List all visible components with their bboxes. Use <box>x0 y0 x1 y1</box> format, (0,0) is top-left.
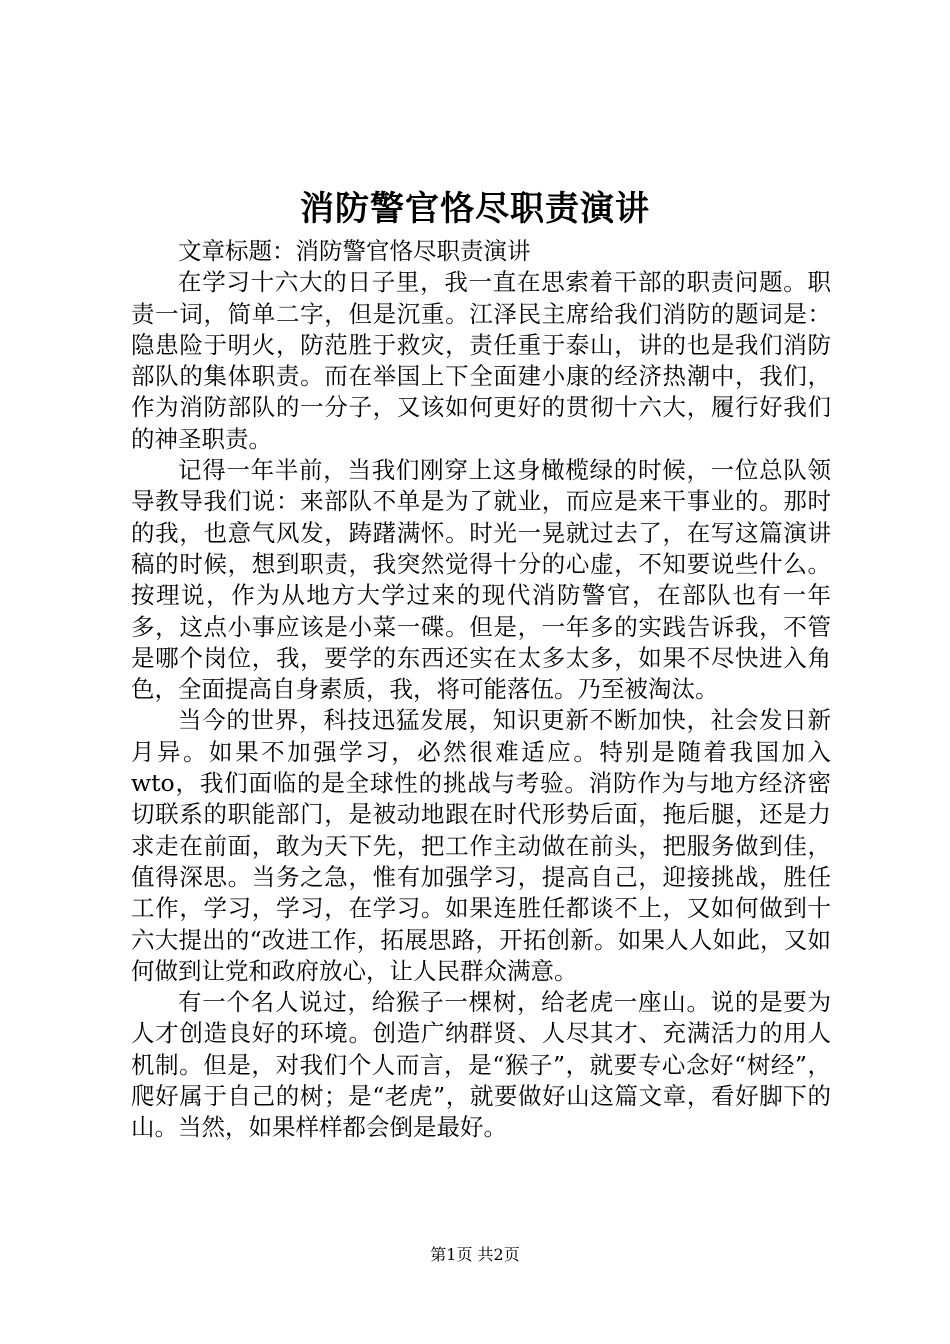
paragraph: 记得一年半前，当我们刚穿上这身橄榄绿的时候，一位总队领导教导我们说：来部队不单是为了就业，而应是来干事业的。那时的我，也意气风发，踌躇满怀。时光一晃就过去了，在写这篇演讲稿的时候，想到职责，我突然觉得十分的心虚，不知要说些什么。按理说，作为从地方大学过来的现代消防警官，在部队也有一年多，这点小事应该是小菜一碟。但是，一年多的实践告诉我，不管是哪个岗位，我，要学的东西还实在太多太多，如果不尽快进入角色，全面提高自身素质，我，将可能落伍。乃至被淘汰。 <box>131 456 831 704</box>
paragraph: 有一个名人说过，给猴子一棵树，给老虎一座山。说的是要为人才创造良好的环境。创造广纳群贤、人尽其才、充满活力的用人机制。但是，对我们个人而言，是“猴子”，就要专心念好“树经”，爬好属于自己的树；是“老虎”，就要做好山这篇文章，看好脚下的山。当然，如果样样都会倒是最好。 <box>131 988 831 1142</box>
paragraph: 当今的世界，科技迅猛发展，知识更新不断加快，社会发日新月异。如果不加强学习，必然很难适应。特别是随着我国加入wto，我们面临的是全球性的挑战与考验。消防作为与地方经济密切联系的职能部门，是被动地跟在时代形势后面，拖后腿，还是力求走在前面，敢为天下先，把工作主动做在前头，把服务做到佳，值得深思。当务之急，惟有加强学习，提高自己，迎接挑战，胜任工作，学习，学习，在学习。如果连胜任都谈不上，又如何做到十六大提出的“改进工作，拓展思路，开拓创新。如果人人如此，又如何做到让党和政府放心，让人民群众满意。 <box>131 706 831 985</box>
paragraph: 在学习十六大的日子里，我一直在思索着干部的职责问题。职责一词，简单二字，但是沉重。江泽民主席给我们消防的题词是：隐患险于明火，防范胜于救灾，责任重于泰山，讲的也是我们消防部队的集体职责。而在举国上下全面建小康的经济热潮中，我们，作为消防部队的一分子，又该如何更好的贯彻十六大，履行好我们的神圣职责。 <box>131 268 831 453</box>
document-body <box>131 236 831 1144</box>
article-title-line: 文章标题：消防警官恪尽职责演讲 <box>178 237 531 265</box>
document-title: 消防警官恪尽职责演讲 <box>300 189 650 229</box>
page-number-footer: 第1页 共2页 <box>430 1245 520 1264</box>
